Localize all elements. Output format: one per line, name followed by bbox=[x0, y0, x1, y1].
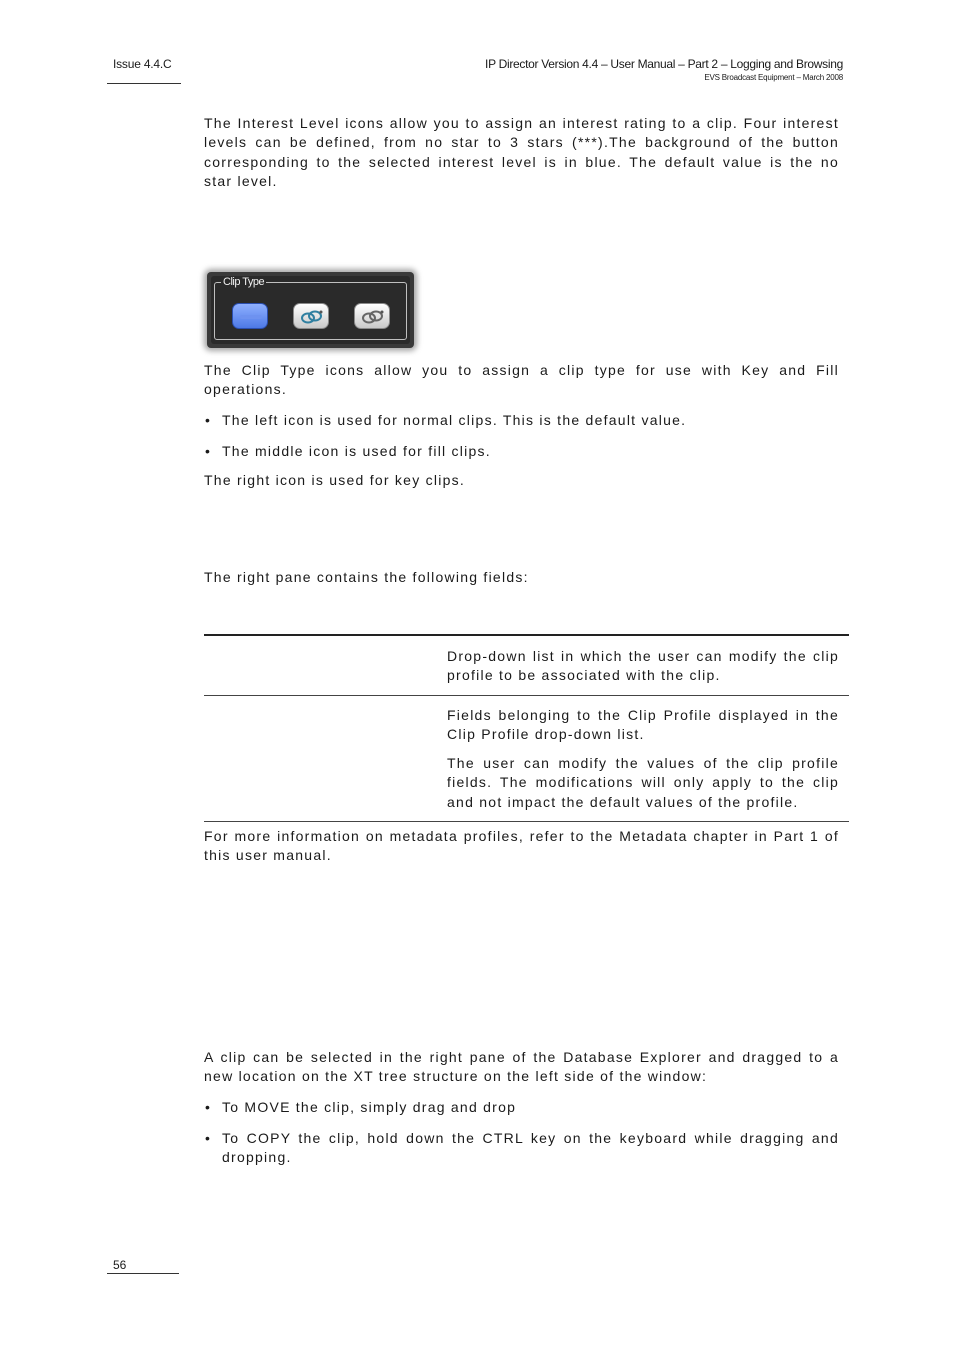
page-number: 56 bbox=[113, 1258, 127, 1272]
interest-level-paragraph: The Interest Level icons allow you to assign an interest rating to a clip. Four interest levels can be defined, from no star to 3 stars (***).The background of the button corresponding to the selected interest level is in blue. The default value is the no star level. bbox=[204, 115, 839, 189]
clip-type-bullet-1 bbox=[204, 411, 839, 430]
header-title-block bbox=[485, 57, 843, 82]
header-left-rule bbox=[107, 83, 181, 84]
right-pane-intro: The right pane contains the following fields: bbox=[204, 569, 529, 585]
drag-bullet-1 bbox=[204, 1098, 839, 1117]
table-row-2-description-1: Fields belonging to the Clip Profile displayed in the Clip Profile drop-down list. bbox=[447, 707, 839, 743]
table-row-1-description: Drop-down list in which the user can modify the clip profile to be associated with the clip. bbox=[447, 648, 839, 684]
key-clip-button[interactable] bbox=[354, 303, 390, 329]
bullet-marker: • bbox=[205, 1130, 210, 1146]
bullet-text: To MOVE the clip, simply drag and drop bbox=[222, 1099, 517, 1115]
document-title: IP Director Version 4.4 – User Manual – Part 2 – Logging and Browsing bbox=[485, 57, 843, 71]
clip-type-title: Clip Type bbox=[223, 276, 265, 288]
bullet-text: The left icon is used for normal clips. This is the default value. bbox=[222, 412, 687, 428]
table-bottom-rule bbox=[204, 821, 849, 822]
metadata-note: For more information on metadata profiles, refer to the Metadata chapter in Part 1 of this user manual. bbox=[204, 828, 839, 864]
drag-paragraph: A clip can be selected in the right pane of the Database Explorer and dragged to a new location on the XT tree structure on the left side of the window: bbox=[204, 1049, 839, 1085]
clip-type-right-text: The right icon is used for key clips. bbox=[204, 472, 466, 488]
issue-label: Issue 4.4.C bbox=[113, 57, 172, 71]
fill-clip-icon bbox=[300, 309, 324, 325]
normal-clip-icon bbox=[239, 309, 263, 325]
clip-type-bullet-2 bbox=[204, 442, 839, 461]
key-clip-icon bbox=[361, 309, 385, 325]
bullet-marker: • bbox=[205, 443, 210, 459]
table-top-rule bbox=[204, 634, 849, 636]
bullet-marker: • bbox=[205, 1099, 210, 1115]
fill-clip-button[interactable] bbox=[293, 303, 329, 329]
drag-bullet-2 bbox=[204, 1129, 839, 1168]
clip-type-paragraph: The Clip Type icons allow you to assign a clip type for use with Key and Fill operations. bbox=[204, 362, 839, 398]
bullet-marker: • bbox=[205, 412, 210, 428]
table-row-divider bbox=[204, 695, 849, 696]
bullet-text: To COPY the clip, hold down the CTRL key on the keyboard while dragging and dropping. bbox=[222, 1130, 839, 1166]
document-subtitle: EVS Broadcast Equipment – March 2008 bbox=[704, 73, 843, 82]
bullet-text: The middle icon is used for fill clips. bbox=[222, 443, 491, 459]
normal-clip-button[interactable] bbox=[232, 303, 268, 329]
table-row-2-description-2: The user can modify the values of the clip profile fields. The modifications will only apply to the clip and not impact the default values of the profile. bbox=[447, 755, 839, 810]
footer-rule bbox=[107, 1273, 179, 1274]
